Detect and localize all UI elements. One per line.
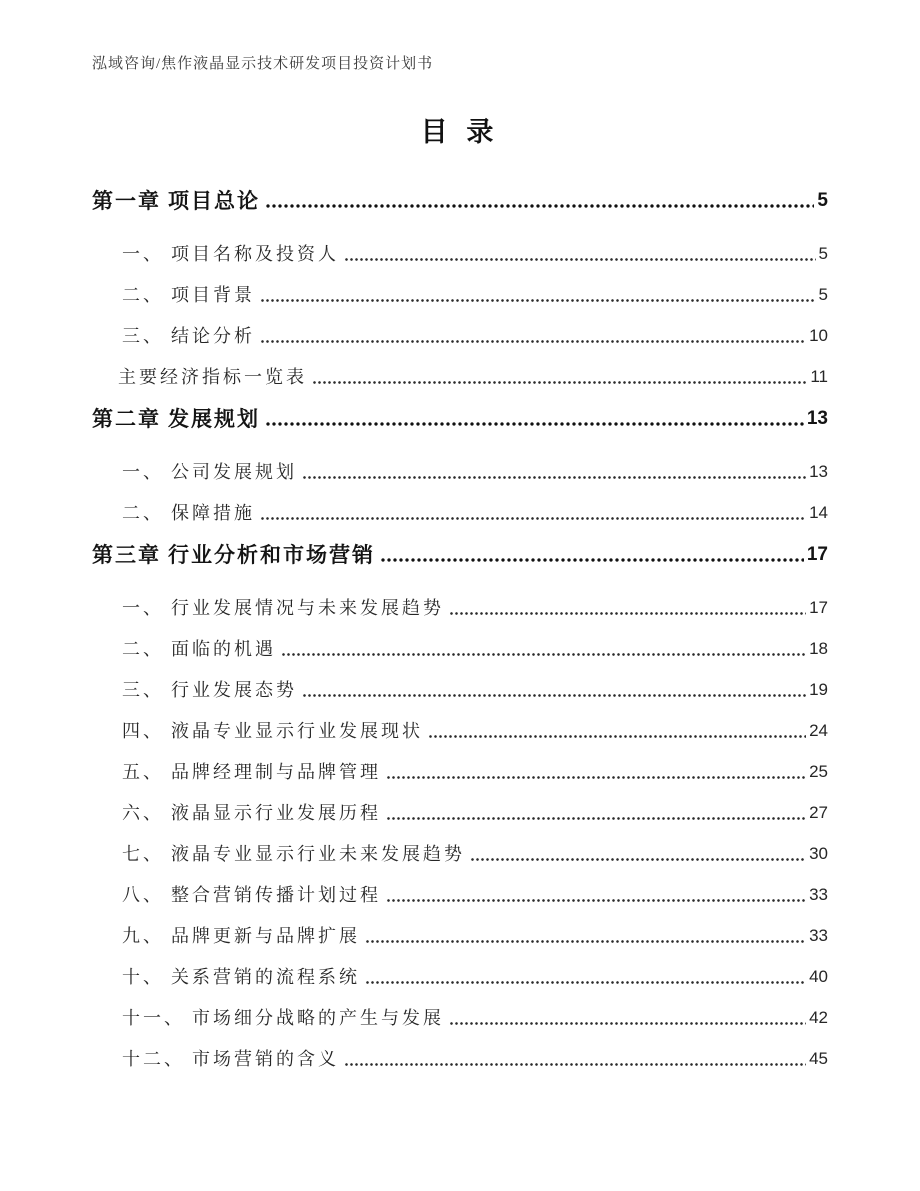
toc-item-row[interactable] bbox=[92, 1045, 828, 1073]
chapter-title: 发展规划 bbox=[168, 407, 260, 431]
chapter-number: 第三章 bbox=[92, 543, 161, 567]
dot-leader bbox=[344, 1045, 806, 1073]
page-number: 11 bbox=[810, 367, 828, 386]
page-number: 19 bbox=[809, 680, 828, 699]
item-number: 一、 bbox=[122, 462, 164, 482]
toc-chapter-row[interactable] bbox=[92, 404, 828, 434]
dot-leader bbox=[260, 499, 806, 527]
item-title: 面临的机遇 bbox=[171, 639, 276, 659]
toc-item-row[interactable] bbox=[92, 758, 828, 786]
dot-leader bbox=[470, 840, 806, 868]
toc-item-row[interactable] bbox=[92, 1004, 828, 1032]
dot-leader bbox=[302, 676, 806, 704]
dot-leader bbox=[265, 186, 814, 216]
page-number: 33 bbox=[809, 885, 828, 904]
item-title: 行业发展态势 bbox=[171, 680, 297, 700]
toc-item-row[interactable] bbox=[92, 799, 828, 827]
item-number: 八、 bbox=[122, 885, 164, 905]
item-title: 品牌更新与品牌扩展 bbox=[171, 926, 360, 946]
item-number: 十、 bbox=[122, 967, 164, 987]
page-number: 17 bbox=[806, 544, 828, 565]
item-number: 十二、 bbox=[122, 1049, 185, 1069]
toc-item-row[interactable] bbox=[92, 676, 828, 704]
item-number: 二、 bbox=[122, 503, 164, 523]
item-title: 项目背景 bbox=[171, 285, 255, 305]
item-title: 保障措施 bbox=[171, 503, 255, 523]
page-number: 14 bbox=[809, 503, 828, 522]
item-number: 六、 bbox=[122, 803, 164, 823]
dot-leader bbox=[380, 540, 804, 570]
item-title: 市场营销的含义 bbox=[192, 1049, 339, 1069]
page-number: 5 bbox=[818, 285, 828, 304]
dot-leader bbox=[365, 922, 806, 950]
item-number: 四、 bbox=[122, 721, 164, 741]
item-title: 市场细分战略的产生与发展 bbox=[192, 1008, 444, 1028]
item-title: 液晶专业显示行业未来发展趋势 bbox=[171, 844, 465, 864]
page-number: 13 bbox=[809, 462, 828, 481]
dot-leader bbox=[449, 1004, 806, 1032]
item-number: 二、 bbox=[122, 639, 164, 659]
dot-leader bbox=[386, 881, 806, 909]
chapter-title: 行业分析和市场营销 bbox=[168, 543, 375, 567]
item-number: 十一、 bbox=[122, 1008, 185, 1028]
dot-leader bbox=[312, 363, 807, 391]
dot-leader bbox=[281, 635, 806, 663]
dot-leader bbox=[260, 322, 806, 350]
toc-item-row[interactable] bbox=[92, 322, 828, 350]
chapter-number: 第一章 bbox=[92, 189, 161, 213]
page-number: 10 bbox=[809, 326, 828, 345]
item-number: 三、 bbox=[122, 326, 164, 346]
toc-item-row[interactable] bbox=[92, 922, 828, 950]
dot-leader bbox=[449, 594, 806, 622]
item-number: 一、 bbox=[122, 244, 164, 264]
page-number: 25 bbox=[809, 762, 828, 781]
dot-leader bbox=[260, 281, 816, 309]
item-number: 三、 bbox=[122, 680, 164, 700]
chapter-number: 第二章 bbox=[92, 407, 161, 431]
item-number: 九、 bbox=[122, 926, 164, 946]
dot-leader bbox=[265, 404, 804, 434]
dot-leader bbox=[344, 240, 816, 268]
page-number: 45 bbox=[809, 1049, 828, 1068]
item-title: 行业发展情况与未来发展趋势 bbox=[171, 598, 444, 618]
dot-leader bbox=[365, 963, 806, 991]
dot-leader bbox=[302, 458, 806, 486]
page-number: 18 bbox=[809, 639, 828, 658]
toc-item-row[interactable] bbox=[92, 881, 828, 909]
page-number: 40 bbox=[809, 967, 828, 986]
item-title: 关系营销的流程系统 bbox=[171, 967, 360, 987]
toc-item-row[interactable] bbox=[92, 281, 828, 309]
toc-item-row[interactable] bbox=[92, 963, 828, 991]
toc-item-row[interactable] bbox=[92, 840, 828, 868]
dot-leader bbox=[386, 799, 806, 827]
toc-item-row[interactable] bbox=[92, 240, 828, 268]
page-number: 30 bbox=[809, 844, 828, 863]
item-title: 整合营销传播计划过程 bbox=[171, 885, 381, 905]
item-title: 项目名称及投资人 bbox=[171, 244, 339, 264]
page-number: 13 bbox=[806, 408, 828, 429]
item-number: 五、 bbox=[122, 762, 164, 782]
dot-leader bbox=[428, 717, 806, 745]
item-title: 液晶显示行业发展历程 bbox=[171, 803, 381, 823]
item-number: 七、 bbox=[122, 844, 164, 864]
dot-leader bbox=[386, 758, 806, 786]
toc-item-row[interactable] bbox=[92, 635, 828, 663]
page-number: 5 bbox=[818, 244, 828, 263]
item-title: 公司发展规划 bbox=[171, 462, 297, 482]
item-title: 液晶专业显示行业发展现状 bbox=[171, 721, 423, 741]
page-number: 42 bbox=[809, 1008, 828, 1027]
page-number: 5 bbox=[817, 190, 828, 211]
chapter-title: 项目总论 bbox=[168, 189, 260, 213]
item-number: 二、 bbox=[122, 285, 164, 305]
toc bbox=[92, 186, 828, 1073]
page-number: 24 bbox=[809, 721, 828, 740]
toc-item-row[interactable] bbox=[92, 594, 828, 622]
toc-chapter-row[interactable] bbox=[92, 186, 828, 216]
toc-item-row[interactable] bbox=[92, 458, 828, 486]
item-title: 品牌经理制与品牌管理 bbox=[171, 762, 381, 782]
document-header-title: 泓域咨询/焦作液晶显示技术研发项目投资计划书 bbox=[92, 56, 434, 72]
page-number: 27 bbox=[809, 803, 828, 822]
toc-item-row[interactable] bbox=[92, 717, 828, 745]
toc-chapter-row[interactable] bbox=[92, 540, 828, 570]
page-number: 17 bbox=[809, 598, 828, 617]
item-title: 结论分析 bbox=[171, 326, 255, 346]
toc-item-row[interactable] bbox=[92, 499, 828, 527]
item-title: 主要经济指标一览表 bbox=[118, 367, 307, 387]
item-number: 一、 bbox=[122, 598, 164, 618]
page-number: 33 bbox=[809, 926, 828, 945]
toc-item-row[interactable] bbox=[92, 363, 828, 391]
toc-page-title: 目 录 bbox=[420, 117, 500, 147]
